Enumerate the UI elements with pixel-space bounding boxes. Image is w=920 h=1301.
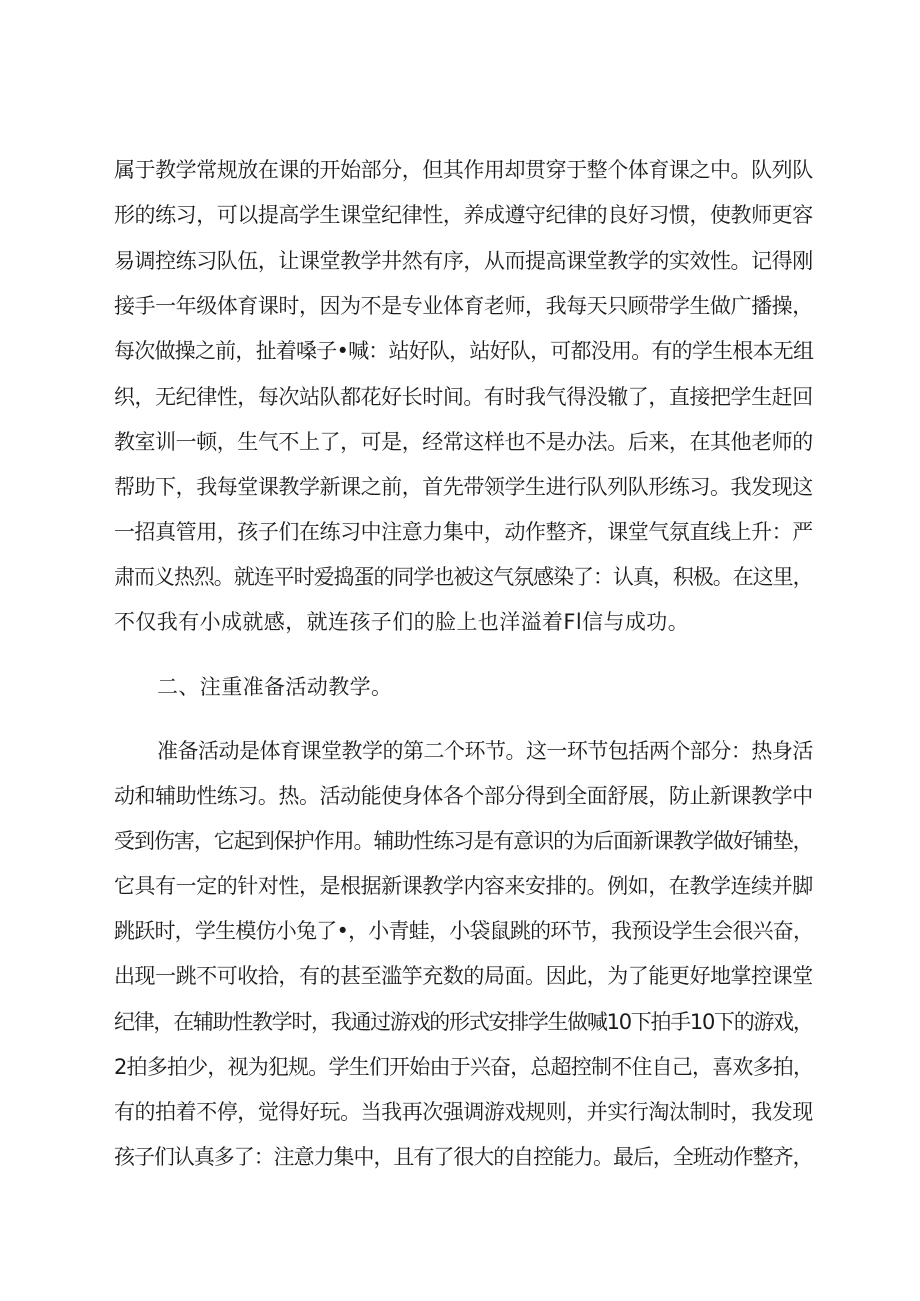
paragraph-1-line-2: 形的练习，可以提高学生课堂纪律性，养成遵守纪律的良好习惯，使教师更容 [114,203,813,227]
paragraph-1-line-1: 属于教学常规放在课的开始部分，但其作用却贯穿于整个体育课之中。队列队 [114,158,813,182]
paragraph-1-line-3: 易调控练习队伍，让课堂教学井然有序，从而提高课堂教学的实效性。记得刚 [114,249,813,273]
paragraph-2-line-3: 受到伤害，它起到保护作用。辅助性练习是有意识的为后面新课教学做好铺垫， [114,829,813,853]
paragraph-1-line-9: 一招真管用，孩子们在练习中注意力集中，动作整齐，课堂气氛直线上升：严 [114,520,813,544]
paragraph-2-line-2: 动和辅助性练习。热。活动能使身体各个部分得到全面舒展，防止新课教学中 [114,784,813,808]
paragraph-1-line-8: 帮助下，我每堂课教学新课之前，首先带领学生进行队列队形练习。我发现这 [114,475,813,499]
paragraph-1-line-5: 每次做操之前，扯着嗓子•喊：站好队，站好队，可都没用。有的学生根本无组 [114,339,814,363]
paragraph-2-line-5: 跳跃时，学生模仿小兔了•，小青蛙，小袋鼠跳的环节，我预设学生会很兴奋， [114,919,814,943]
paragraph-2-line-4: 它具有一定的针对性，是根据新课教学内容来安排的。例如，在教学连续并脚 [114,874,813,898]
section-heading: 二、注重准备活动教学。 [157,675,393,699]
paragraph-1-line-4: 接手一年级体育课时，因为不是专业体育老师，我每天只顾带学生做广播操， [114,294,813,318]
paragraph-2-line-1: 准备活动是体育课堂教学的第二个环节。这一环节包括两个部分：热身活 [157,739,813,763]
paragraph-2-line-7: 纪律，在辅助性教学时，我通过游戏的形式安排学生做喊10下拍手10下的游戏， [114,1010,813,1034]
paragraph-2-line-10: 孩子们认真多了：注意力集中，且有了很大的自控能力。最后，全班动作整齐， [114,1145,813,1169]
paragraph-2-line-6: 出现一跳不可收拾，有的甚至滥竽充数的局面。因此，为了能更好地掌控课堂 [114,964,813,988]
paragraph-1-line-11: 不仅我有小成就感，就连孩子们的脸上也洋溢着Fl信与成功。 [114,610,690,634]
paragraph-1-line-7: 教室训一顿，生气不上了，可是，经常这样也不是办法。后来，在其他老师的 [114,430,813,454]
paragraph-1-line-6: 织，无纪律性，每次站队都花好长时间。有时我气得没辙了，直接把学生赶回 [114,385,813,409]
paragraph-1-line-10: 肃而义热烈。就连平时爱捣蛋的同学也被这气氛感染了：认真，积极。在这里， [114,565,813,589]
paragraph-2-line-8: 2拍多拍少，视为犯规。学生们开始由于兴奋，总超控制不住自己，喜欢多拍， [114,1055,814,1079]
paragraph-2-line-9: 有的拍着不停，觉得好玩。当我再次强调游戏规则，并实行淘汰制时，我发现 [114,1100,813,1124]
